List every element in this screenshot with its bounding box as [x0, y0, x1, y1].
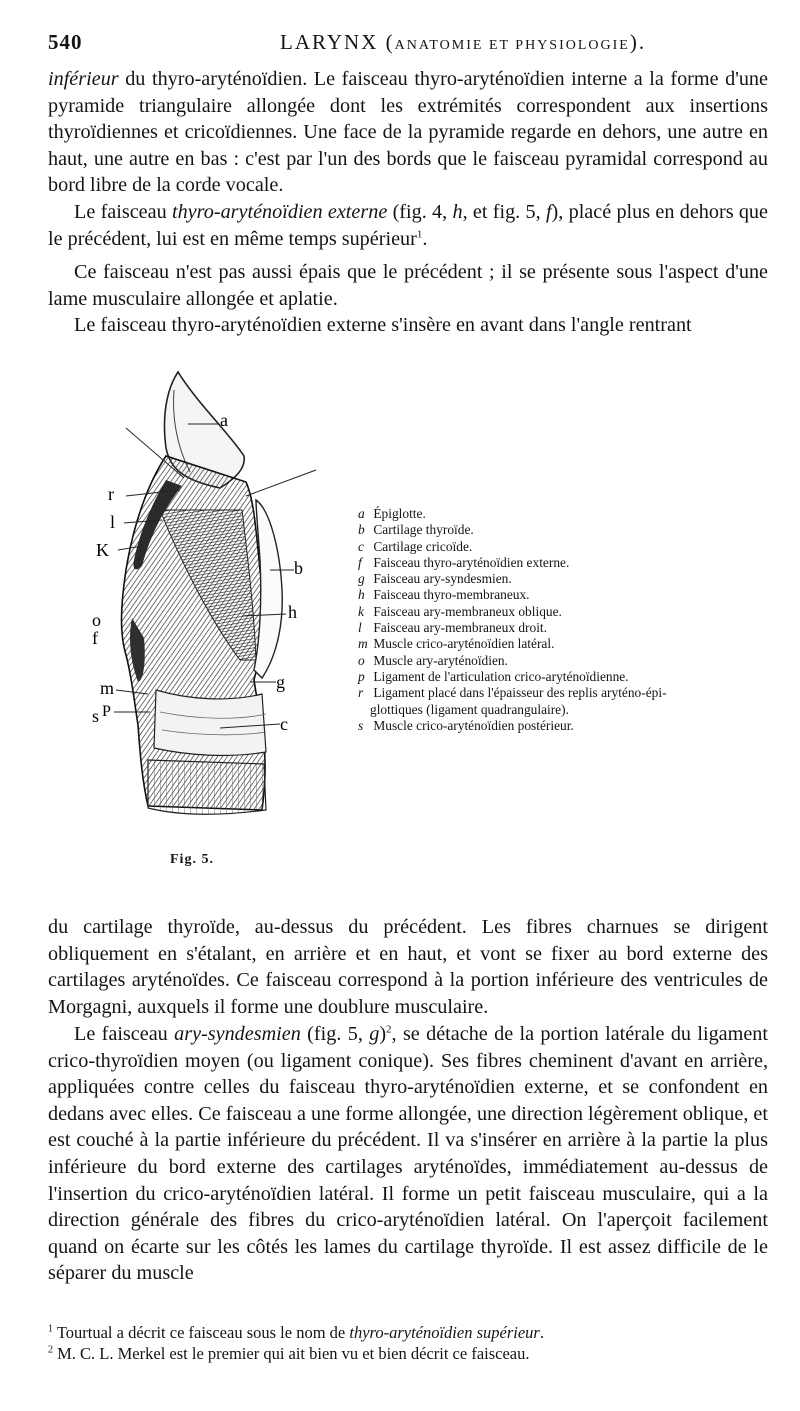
- trachea: [148, 760, 266, 814]
- label-o: o: [92, 610, 101, 630]
- larynx-engraving: [70, 360, 360, 860]
- larynx-figure: [70, 360, 360, 860]
- page-number: 540: [48, 30, 83, 54]
- legend-item: c Cartilage cricoïde.: [358, 538, 473, 554]
- label-h: h: [288, 602, 297, 622]
- paragraph-5: du cartilage thyroïde, au-dessus du précédent. Les fibres charnues se dirigent obliquement en s'étalant, en arrière et en haut, et vont se fixer au bord externe des cartilages aryténoïdes. Ce faisceau correspond à la portion inférieure des ventricules de Morgagni, auxquels il forme une doublure musculaire.: [48, 916, 768, 1018]
- paragraph-1: inférieur du thyro-aryténoïdien. Le faisceau thyro-aryténoïdien interne a la forme d'une pyramide triangulaire allongée dont les extrémités correspondent aux insertions thyroïdiennes et cricoïdiennes. Une face de la pyramide regarde en dehors, une autre en haut, une autre en bas : c'est par l'un des bords que le faisceau pyramidal correspond au bord libre de la corde vocale.: [48, 68, 768, 197]
- figure-caption: Fig. 5.: [170, 852, 214, 867]
- label-s: s: [92, 706, 100, 726]
- legend-item: h Faisceau thyro-membraneux.: [358, 587, 530, 603]
- legend-item: l Faisceau ary-membraneux droit.: [358, 620, 547, 636]
- paragraph-4: Le faisceau thyro-aryténoïdien externe s'insère en avant dans l'angle rentrant: [74, 314, 692, 336]
- legend-item: m Muscle crico-aryténoïdien latéral.: [358, 636, 555, 652]
- footnote-ref-2: 2: [386, 1023, 392, 1036]
- legend-item: f Faisceau thyro-aryténoïdien externe.: [358, 554, 570, 570]
- figure-legend: [358, 506, 778, 734]
- legend-item-continuation: glottiques (ligament quadrangulaire).: [370, 701, 569, 717]
- footnotes: [48, 1322, 768, 1364]
- label-c: c: [280, 714, 288, 734]
- legend-item: p Ligament de l'articulation crico-aryténoïdienne.: [358, 668, 629, 684]
- label-l: l: [110, 512, 116, 532]
- paragraph-2: Le faisceau thyro-aryténoïdien externe (fig. 4, h, et fig. 5, f), placé plus en dehors que le précédent, lui est en même temps supérieur$^1$.: [48, 201, 768, 250]
- paragraph-6: Le faisceau ary-syndesmien (fig. 5, g)$^2$, se détache de la portion latérale du ligament crico-thyroïdien moyen (ou ligament conique). Ses fibres cheminent d'avant en arrière, appliquées contre celles du faisceau thyro-aryténoïdien externe, et se confondent en dedans avec elles. Ce faisceau a une forme allongée, une direction légèrement oblique, et est couché à la partie inférieure du précédent. Il va s'insérer en arrière à la partie la plus inférieure du bord externe des cartilages aryténoïdes, immédiatement au-dessus de l'insertion du crico-aryténoïdien latéral. Il forme un petit faisceau musculaire, qui a la direction générale des fibres du crico-aryténoïdien latéral. On l'aperçoit facilement quand on écarte sur les côtés les lames du cartilage thyroïde. Il est assez difficile de le séparer du muscle: [48, 1023, 768, 1285]
- label-k: K: [96, 540, 109, 560]
- footnote-2: $^2$ M. C. L. Merkel est le premier qui ait bien vu et bien décrit ce faisceau.: [48, 1344, 530, 1363]
- running-title: LARYNX (ANATOMIE ET PHYSIOLOGIE).: [280, 30, 647, 54]
- legend-item: o Muscle ary-aryténoïdien.: [358, 652, 508, 668]
- legend-item: b Cartilage thyroïde.: [358, 522, 474, 538]
- label-m: m: [100, 678, 115, 698]
- cricoid-cartilage: [154, 690, 266, 755]
- legend-item: k Faisceau ary-membraneux oblique.: [358, 603, 562, 619]
- label-g: g: [276, 672, 285, 692]
- footnote-ref-1: 1: [416, 227, 423, 240]
- running-header: [48, 30, 766, 58]
- label-f: f: [92, 628, 98, 648]
- label-p: P: [102, 703, 111, 720]
- paragraph-3: Ce faisceau n'est pas aussi épais que le précédent ; il se présente sous l'aspect d'une lame musculaire allongée et aplatie.: [48, 261, 768, 310]
- legend-item: a Épiglotte.: [358, 506, 426, 521]
- legend-item: s Muscle crico-aryténoïdien postérieur.: [358, 717, 574, 733]
- label-a: a: [220, 410, 228, 430]
- legend-item: r Ligament placé dans l'épaisseur des replis aryténo-épi-: [358, 685, 667, 701]
- footnote-1: $^1$ Tourtual a décrit ce faisceau sous le nom de thyro-aryténoïdien supérieur.: [48, 1323, 544, 1342]
- legend-item: g Faisceau ary-syndesmien.: [358, 571, 512, 587]
- label-b: b: [294, 558, 303, 578]
- label-r: r: [108, 484, 114, 504]
